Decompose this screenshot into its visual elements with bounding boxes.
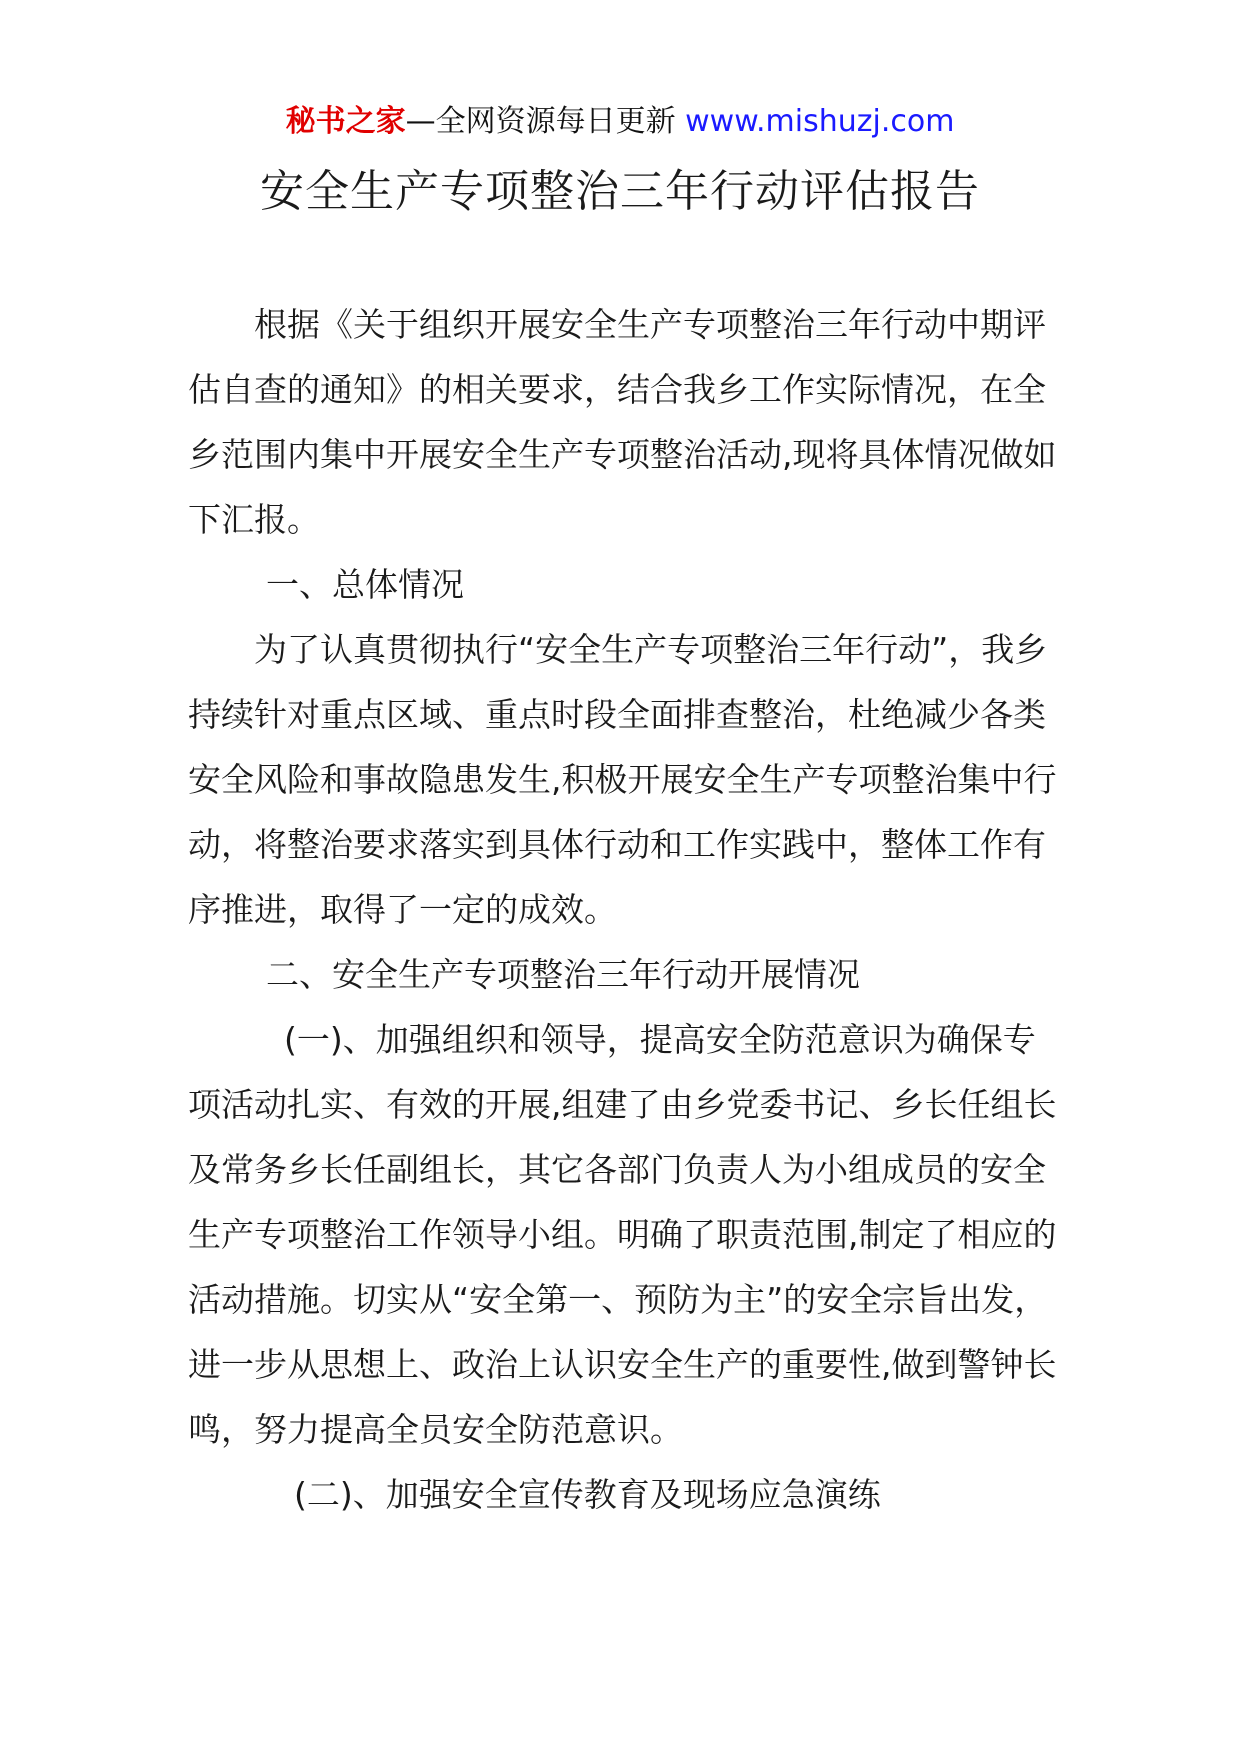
intro-paragraph: 根据《关于组织开展安全生产专项整治三年行动中期评估自查的通知》的相关要求，结合我乡工作实际情况，在全乡范围内集中开展安全生产专项整治活动,现将具体情况做如下汇报。 [188, 305, 1057, 539]
section-2-heading: 二、安全生产专项整治三年行动开展情况 [266, 955, 860, 994]
subsection-2-heading: (二)、加强安全宣传教育及现场应急演练 [294, 1475, 881, 1514]
subsection-1-paragraph: (一)、加强组织和领导，提高安全防范意识为确保专项活动扎实、有效的开展,组建了由乡党委书记、乡长任组长及常务乡长任副组长，其它各部门负责人为小组成员的安全生产专项整治工作领导小组。明确了职责范围,制定了相应的活动措施。切实从“安全第一、预防为主”的安全宗旨出发，进一步从思想上、政治上认识安全生产的重要性,做到警钟长鸣，努力提高全员安全防范意识。 [188, 1020, 1057, 1449]
document-body [188, 292, 1068, 1527]
section-1-paragraph: 为了认真贯彻执行“安全生产专项整治三年行动”，我乡持续针对重点区域、重点时段全面排查整治，杜绝减少各类安全风险和事故隐患发生,积极开展安全生产专项整治集中行动，将整治要求落实到具体行动和工作实践中，整体工作有序推进，取得了一定的成效。 [188, 630, 1057, 929]
site-url-link[interactable]: www.mishuzj.com [685, 104, 955, 139]
site-brand: 秘书之家 [285, 104, 406, 139]
site-header [0, 100, 1240, 144]
document-title: 安全生产专项整治三年行动评估报告 [260, 166, 980, 217]
site-tagline: —全网资源每日更新 [405, 104, 676, 139]
section-1-heading: 一、总体情况 [266, 565, 464, 604]
